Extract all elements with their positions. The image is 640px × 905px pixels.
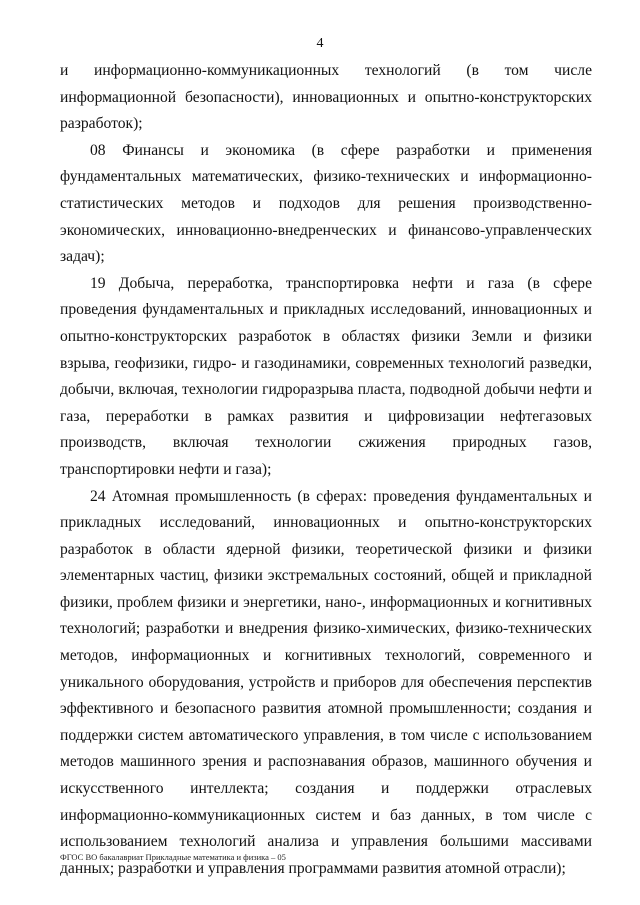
document-body [60, 58, 592, 882]
paragraph-continuation: и информационно-коммуникационных технологий (в том числе информационной безопасности), инновационных и опытно-конструкторских разработок); [60, 62, 592, 133]
paragraph-oil-gas: 19 Добыча, переработка, транспортировка нефти и газа (в сфере проведения фундаментальных и прикладных исследований, инновационных и опытно-конструкторских разработок в областях физики Земли и физики взрыва, геофизики, гидро- и газодинамики, современных технологий разведки, добычи, включая, технологии гидроразрыва пласта, подводной добычи нефти и газа, переработки в рамках развития и цифровизации нефтегазовых производств, включая технологии сжижения природных газов, транспортировки нефти и газа); [60, 274, 592, 478]
document-footer: ФГОС ВО бакалавриат Прикладные математика и физика – 05 [60, 852, 286, 862]
paragraph-nuclear: 24 Атомная промышленность (в сферах: проведения фундаментальных и прикладных исследований, инновационных и опытно-конструкторских разработок в области ядерной физики, теоретической физики и физики элементарных частиц, физики экстремальных состояний, общей и прикладной физики, проблем физики и энергетики, нано-, информационных и когнитивных технологий; разработки и внедрения физико-химических, физико-технических методов, информационных и когнитивных технологий, современного и уникального оборудования, устройств и приборов для обеспечения перспектив эффективного и безопасного развития атомной промышленности; создания и поддержки систем автоматического управления, в том числе с использованием методов машинного зрения и распознавания образов, машинного обучения и искусственного интеллекта; создания и поддержки отраслевых информационно-коммуникационных систем и баз данных, в том числе с использованием технологий анализа и управления большими массивами данных; разработки и управления программами развития атомной отрасли); [60, 487, 592, 877]
paragraph-finance: 08 Финансы и экономика (в сфере разработки и применения фундаментальных математических, физико-технических и информационно-статистических методов и подходов для решения производственно-экономических, инновационно-внедренческих и финансово-управленческих задач); [60, 141, 592, 266]
page-number: 4 [316, 36, 324, 51]
